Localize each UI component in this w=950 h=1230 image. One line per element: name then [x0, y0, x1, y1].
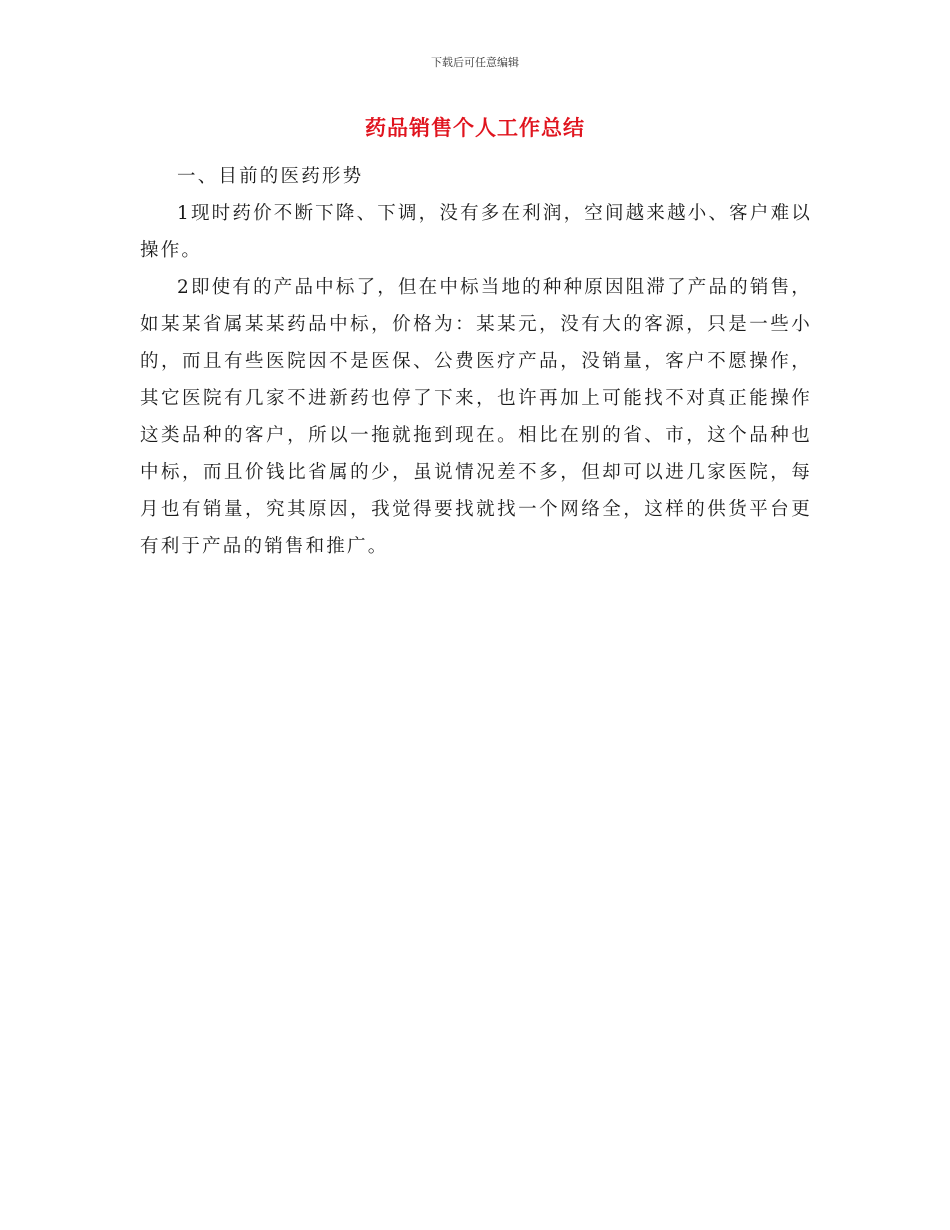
document-body: [140, 158, 812, 565]
section-heading: 一、目前的医药形势: [177, 166, 364, 187]
header-note: 下载后可任意编辑: [431, 56, 519, 69]
paragraph: 2即使有的产品中标了，但在中标当地的种种原因阻滞了产品的销售，如某某省属某某药品中标，价格为：某某元，没有大的客源，只是一些小的，而且有些医院因不是医保、公费医疗产品，没销量，客户不愿操作，其它医院有几家不进新药也停了下来，也许再加上可能找不对真正能操作这类品种的客户，所以一拖就拖到现在。相比在别的省、市，这个品种也中标，而且价钱比省属的少，虽说情况差不多，但却可以进几家医院，每月也有销量，究其原因，我觉得要找就找一个网络全，这样的供货平台更有利于产品的销售和推广。: [140, 277, 812, 557]
document-title: 药品销售个人工作总结: [365, 116, 585, 140]
paragraph: 1现时药价不断下降、下调，没有多在利润，空间越来越小、客户难以操作。: [140, 203, 812, 261]
